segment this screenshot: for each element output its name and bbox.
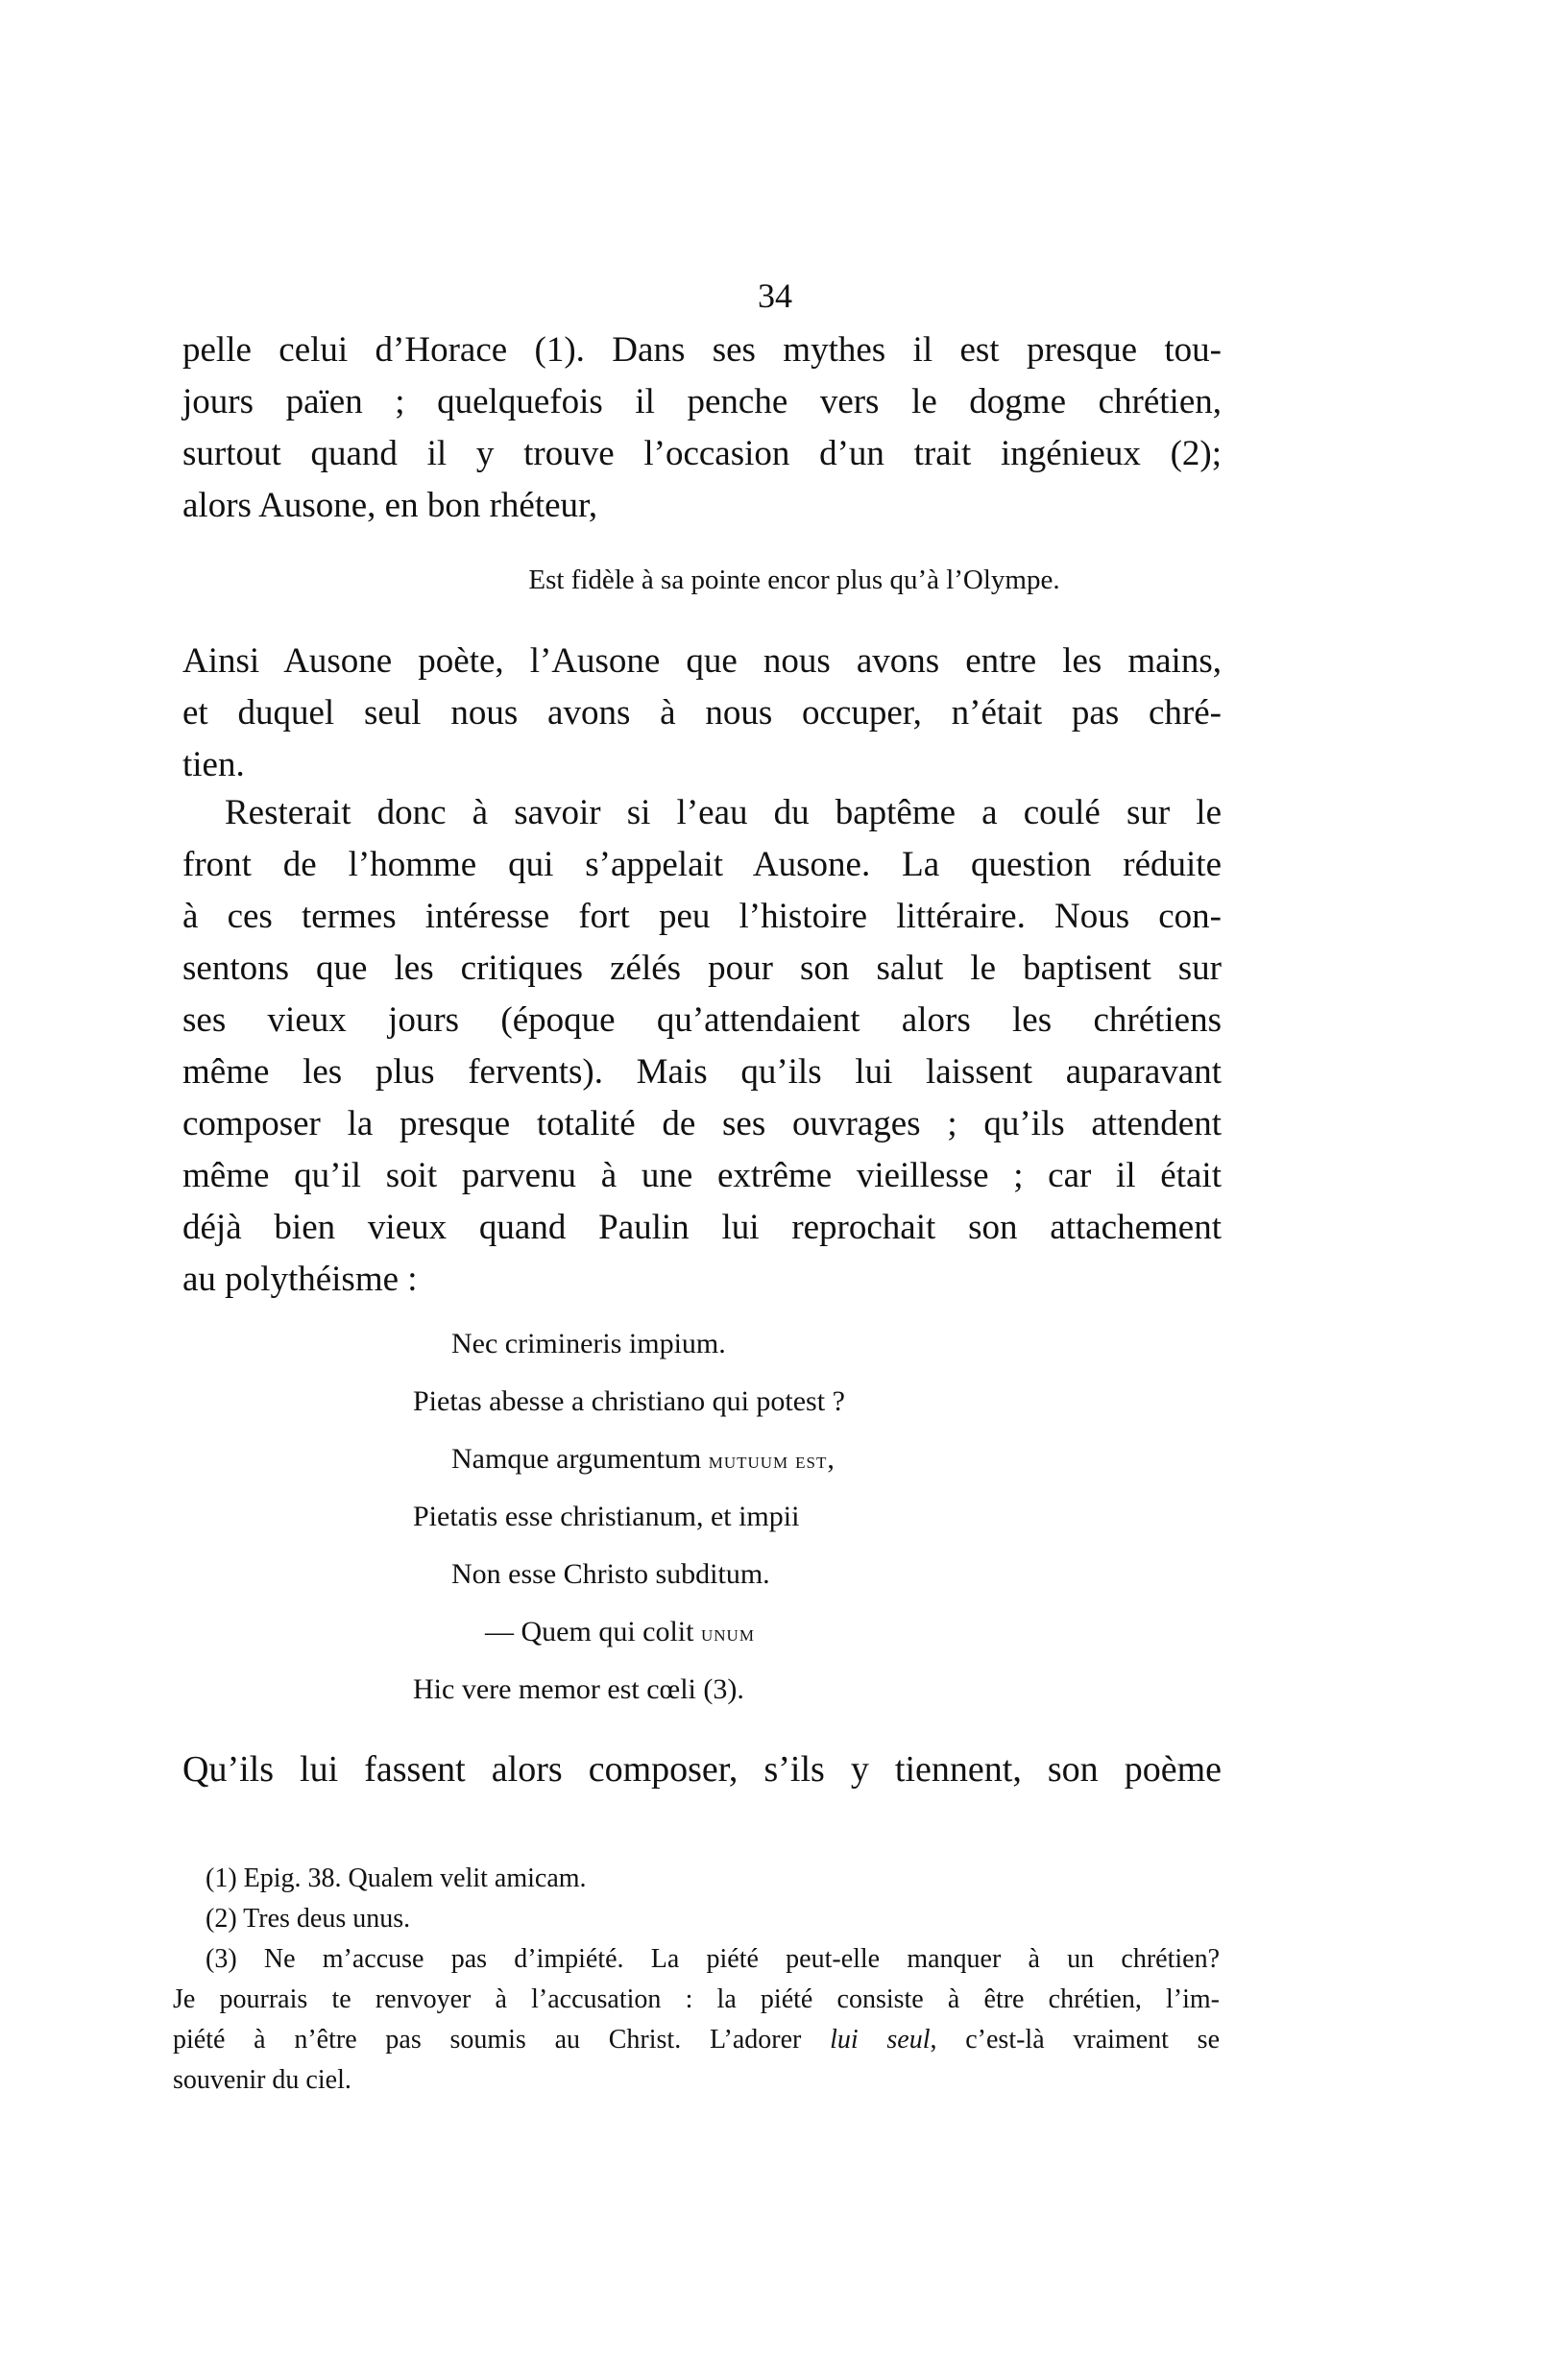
text-line: Qu’ils lui fassent alors composer, s’ils y tiennent, son poème <box>182 1749 1222 1790</box>
text-line: à ces termes intéresse fort peu l’histoire littéraire. Nous con- <box>182 897 1222 936</box>
footnote-1: (1) Epig. 38. Qualem velit amicam. <box>206 1863 587 1893</box>
verse-line <box>485 1613 755 1653</box>
footnote-3-line: (3) Ne m’accuse pas d’impiété. La piété peut-elle manquer à un chrétien? <box>206 1944 1220 1974</box>
footnote-3-line: souvenir du ciel. <box>173 2065 351 2095</box>
text-line: même qu’il soit parvenu à une extrême vieillesse ; car il était <box>182 1156 1222 1195</box>
text-line: déjà bien vieux quand Paulin lui reprochait son attachement <box>182 1208 1222 1247</box>
verse-line: Pietatis esse christianum, et impii <box>413 1501 800 1532</box>
verse-small-caps: unum <box>700 1622 755 1647</box>
verse-line: Hic vere memor est cœli (3). <box>413 1673 744 1705</box>
verse-line: Nec crimineris impium. <box>451 1328 726 1359</box>
verse-line: Pietas abesse a christiano qui potest ? <box>413 1385 845 1417</box>
text-line: composer la presque totalité de ses ouvrages ; qu’ils attendent <box>182 1104 1222 1143</box>
text-line: ses vieux jours (époque qu’attendaient alors les chrétiens <box>182 1000 1222 1040</box>
verse-text: , <box>827 1443 835 1475</box>
footnote-text: , c’est-là vraiment se <box>930 2025 1220 2055</box>
text-line: jours païen ; quelquefois il penche vers le dogme chrétien, <box>182 382 1222 421</box>
footnote-italic: lui seul <box>830 2025 931 2055</box>
text-line: même les plus fervents). Mais qu’ils lui laissent auparavant <box>182 1052 1222 1092</box>
text-line: Ainsi Ausone poète, l’Ausone que nous avons entre les mains, <box>182 641 1222 681</box>
footnote-2: (2) Tres deus unus. <box>206 1904 411 1934</box>
verse-line <box>451 1440 835 1480</box>
footnote-3-line: Je pourrais te renvoyer à l’accusation : la piété consiste à être chrétien, l’im- <box>173 1984 1220 2014</box>
footnote-3-line <box>173 2020 1220 2060</box>
paragraph-2 <box>182 636 1222 791</box>
paragraph-3 <box>182 787 1222 1306</box>
paragraph-4 <box>182 1743 1222 1795</box>
text-line: et duquel seul nous avons à nous occuper, n’était pas chré- <box>182 693 1222 733</box>
text-line: Resterait donc à savoir si l’eau du baptême a coulé sur le <box>225 793 1222 832</box>
footnote-text: piété à n’être pas soumis au Christ. L’adorer <box>173 2025 831 2055</box>
page-number: 34 <box>758 276 792 315</box>
verse-quotation: Est fidèle à sa pointe encor plus qu’à l’Olympe. <box>528 565 1060 595</box>
text-line: tien. <box>182 745 245 784</box>
text-line: surtout quand il y trouve l’occasion d’un trait ingénieux (2); <box>182 434 1222 473</box>
verse-text: Namque argumentum <box>451 1443 709 1475</box>
paragraph-1 <box>182 325 1222 532</box>
text-line: sentons que les critiques zélés pour son salut le baptisent sur <box>182 949 1222 988</box>
text-line: alors Ausone, en bon rhéteur, <box>182 486 598 525</box>
verse-line: Non esse Christo subditum. <box>451 1558 770 1590</box>
text-line: front de l’homme qui s’appelait Ausone. La question réduite <box>182 845 1222 884</box>
text-line: au polythéisme : <box>182 1260 418 1299</box>
text-line: pelle celui d’Horace (1). Dans ses mythes il est presque tou- <box>182 330 1222 370</box>
verse-text: — Quem qui colit <box>485 1616 701 1647</box>
footnotes <box>173 1859 1220 2101</box>
verse-small-caps: mutuum est <box>708 1449 828 1474</box>
